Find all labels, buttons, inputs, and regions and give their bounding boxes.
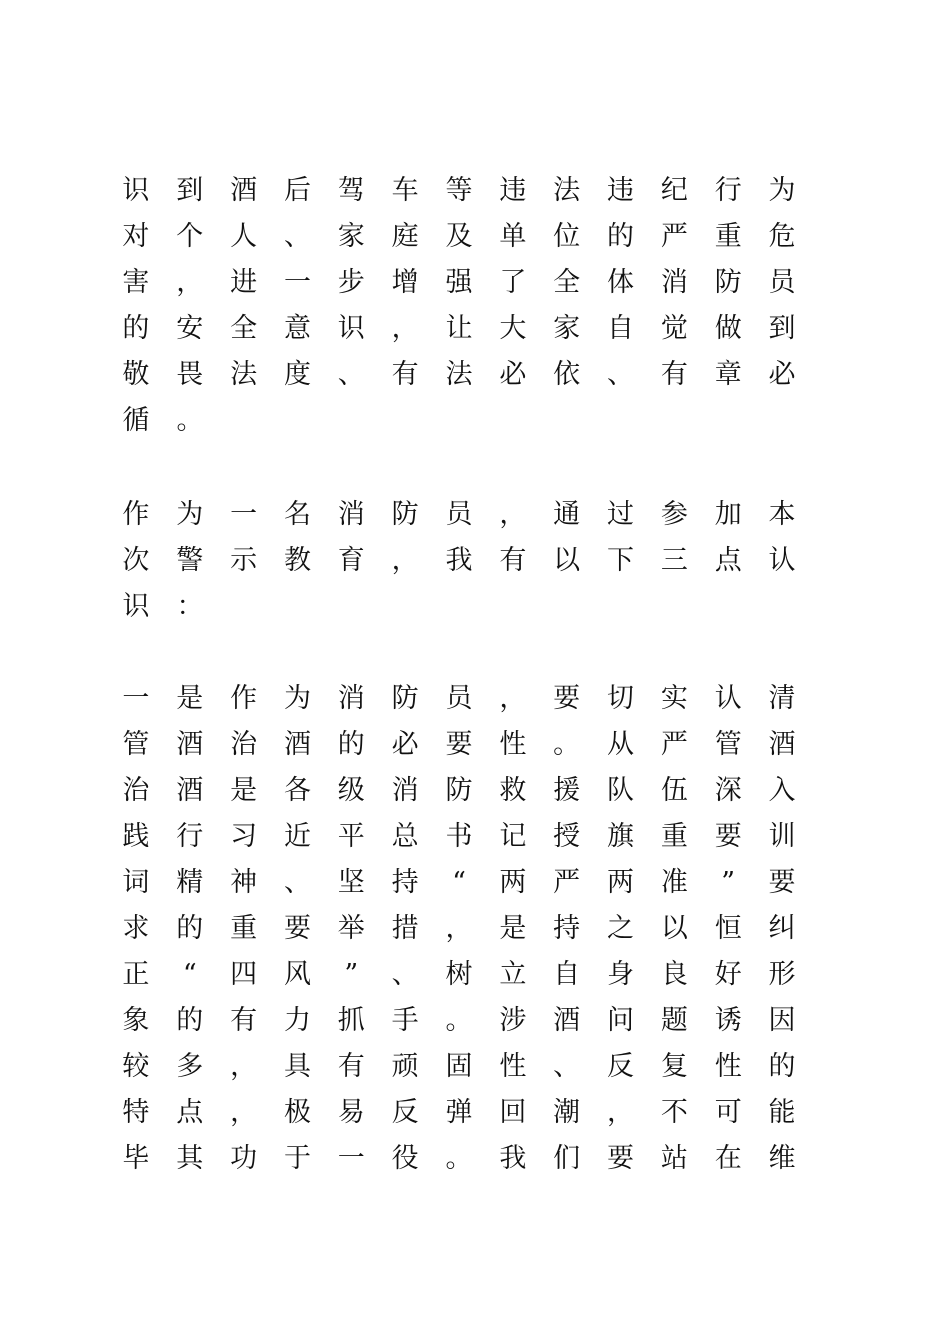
text-char: ， — [230, 1051, 258, 1082]
text-char: 易 — [337, 1097, 365, 1128]
text-char: 各 — [283, 775, 311, 806]
text-char: 举 — [337, 913, 365, 944]
text-char: ： — [176, 591, 204, 622]
text-char: 了 — [499, 267, 527, 298]
text-char: 的 — [176, 913, 204, 944]
text-char: 畏 — [176, 359, 204, 390]
text-char: ， — [445, 913, 473, 944]
text-line — [109, 168, 809, 214]
text-char: 在 — [714, 1143, 742, 1174]
text-char: 通 — [553, 499, 581, 530]
text-char: 害 — [122, 267, 150, 298]
text-char: 自 — [607, 313, 635, 344]
text-char: 防 — [445, 775, 473, 806]
text-char: 酒 — [553, 1005, 581, 1036]
text-line — [109, 860, 809, 906]
text-char: 三 — [660, 545, 688, 576]
text-char: 等 — [445, 175, 473, 206]
text-char: 。 — [445, 1005, 473, 1036]
text-char: 我 — [445, 545, 473, 576]
text-char: 做 — [714, 313, 742, 344]
text-line — [109, 722, 809, 768]
text-char: 是 — [230, 775, 258, 806]
text-char: 准 — [660, 867, 688, 898]
text-char: 、 — [607, 359, 635, 390]
text-char: 严 — [660, 221, 688, 252]
text-char: 性 — [499, 729, 527, 760]
text-char: 伍 — [660, 775, 688, 806]
text-char: ， — [499, 683, 527, 714]
text-char: 的 — [607, 221, 635, 252]
text-char: 性 — [714, 1051, 742, 1082]
text-char: 弹 — [445, 1097, 473, 1128]
text-char: 持 — [391, 867, 419, 898]
text-char: 要 — [445, 729, 473, 760]
text-char: 多 — [176, 1051, 204, 1082]
text-char: 参 — [660, 499, 688, 530]
text-char: 体 — [607, 267, 635, 298]
text-char: 增 — [391, 267, 419, 298]
text-line — [109, 1044, 809, 1090]
text-char: 授 — [553, 821, 581, 852]
text-char: 员 — [445, 683, 473, 714]
paragraph-drunk-driving-harm — [109, 168, 809, 444]
text-char: 一 — [122, 683, 150, 714]
text-char: 神 — [230, 867, 258, 898]
paragraph-three-insights-intro — [109, 492, 809, 630]
text-line — [109, 306, 809, 352]
text-char: 必 — [768, 359, 796, 390]
text-char: 严 — [660, 729, 688, 760]
text-char: 要 — [553, 683, 581, 714]
text-char: 意 — [283, 313, 311, 344]
text-char: 本 — [768, 499, 796, 530]
text-char: 们 — [553, 1143, 581, 1174]
text-char: 于 — [283, 1143, 311, 1174]
text-char: 恒 — [714, 913, 742, 944]
text-char: 以 — [553, 545, 581, 576]
text-char: 习 — [230, 821, 258, 852]
text-char: 实 — [660, 683, 688, 714]
text-line — [109, 584, 809, 630]
text-char: 有 — [660, 359, 688, 390]
text-line — [109, 398, 809, 444]
text-char: 措 — [391, 913, 419, 944]
text-char: 正 — [122, 959, 150, 990]
text-char: ， — [176, 267, 204, 298]
text-char: 我 — [499, 1143, 527, 1174]
text-char: 大 — [499, 313, 527, 344]
text-char: 及 — [445, 221, 473, 252]
text-char: ， — [391, 545, 419, 576]
text-char: 其 — [176, 1143, 204, 1174]
text-char: 风 — [283, 959, 311, 990]
text-char: 点 — [714, 545, 742, 576]
text-char: 防 — [391, 683, 419, 714]
text-char: 对 — [122, 221, 150, 252]
text-char: 手 — [391, 1005, 419, 1036]
text-char: ， — [499, 499, 527, 530]
text-char: 诱 — [714, 1005, 742, 1036]
text-char: 严 — [553, 867, 581, 898]
text-char: 两 — [607, 867, 635, 898]
text-line — [109, 906, 809, 952]
text-char: 治 — [122, 775, 150, 806]
text-char: 治 — [230, 729, 258, 760]
text-char: 、 — [553, 1051, 581, 1082]
text-char: “ — [182, 959, 197, 990]
text-char: 。 — [176, 405, 204, 436]
text-char: 功 — [230, 1143, 258, 1174]
text-char: 的 — [337, 729, 365, 760]
text-char: 到 — [768, 313, 796, 344]
text-char: 违 — [499, 175, 527, 206]
text-char: 纪 — [660, 175, 688, 206]
text-char: 次 — [122, 545, 150, 576]
text-line — [109, 492, 809, 538]
text-char: 、 — [391, 959, 419, 990]
text-char: 管 — [714, 729, 742, 760]
text-char: 酒 — [176, 729, 204, 760]
text-char: 管 — [122, 729, 150, 760]
text-char: 法 — [553, 175, 581, 206]
text-char: 消 — [660, 267, 688, 298]
text-char: 车 — [391, 175, 419, 206]
text-char: 性 — [499, 1051, 527, 1082]
text-char: 身 — [607, 959, 635, 990]
text-char: 识 — [337, 313, 365, 344]
text-char: 后 — [283, 175, 311, 206]
text-line — [109, 676, 809, 722]
text-char: 平 — [337, 821, 365, 852]
text-char: 站 — [660, 1143, 688, 1174]
text-char: 较 — [122, 1051, 150, 1082]
text-char: ” — [344, 959, 359, 990]
text-char: 示 — [230, 545, 258, 576]
text-char: 总 — [391, 821, 419, 852]
text-char: 。 — [553, 729, 581, 760]
text-char: 、 — [337, 359, 365, 390]
text-char: 行 — [714, 175, 742, 206]
text-char: 从 — [607, 729, 635, 760]
text-char: 消 — [391, 775, 419, 806]
text-char: 顽 — [391, 1051, 419, 1082]
text-char: 依 — [553, 359, 581, 390]
text-char: 员 — [445, 499, 473, 530]
text-line — [109, 538, 809, 584]
text-char: 全 — [553, 267, 581, 298]
text-char: 援 — [553, 775, 581, 806]
text-char: 家 — [337, 221, 365, 252]
text-char: 有 — [499, 545, 527, 576]
text-char: 入 — [768, 775, 796, 806]
text-char: 酒 — [176, 775, 204, 806]
text-char: 抓 — [337, 1005, 365, 1036]
text-char: 为 — [768, 175, 796, 206]
text-char: 维 — [768, 1143, 796, 1174]
text-char: 安 — [176, 313, 204, 344]
text-char: 近 — [283, 821, 311, 852]
text-char: 重 — [230, 913, 258, 944]
text-char: 有 — [391, 359, 419, 390]
text-char: 行 — [176, 821, 204, 852]
text-char: 的 — [176, 1005, 204, 1036]
text-char: 回 — [499, 1097, 527, 1128]
text-char: 自 — [553, 959, 581, 990]
text-char: 让 — [445, 313, 473, 344]
text-char: 清 — [768, 683, 796, 714]
text-char: 觉 — [660, 313, 688, 344]
text-char: 下 — [607, 545, 635, 576]
text-char: 书 — [445, 821, 473, 852]
text-char: 识 — [122, 175, 150, 206]
text-char: 深 — [714, 775, 742, 806]
text-char: 强 — [445, 267, 473, 298]
text-char: 四 — [230, 959, 258, 990]
text-char: 作 — [122, 499, 150, 530]
text-char: 两 — [499, 867, 527, 898]
text-line — [109, 952, 809, 998]
text-char: 求 — [122, 913, 150, 944]
text-char: 驾 — [337, 175, 365, 206]
text-char: ， — [230, 1097, 258, 1128]
text-char: 、 — [283, 221, 311, 252]
text-char: 词 — [122, 867, 150, 898]
text-char: 以 — [660, 913, 688, 944]
text-char: 因 — [768, 1005, 796, 1036]
text-char: 可 — [714, 1097, 742, 1128]
text-char: 敬 — [122, 359, 150, 390]
text-char: 酒 — [768, 729, 796, 760]
text-char: 庭 — [391, 221, 419, 252]
text-char: 人 — [230, 221, 258, 252]
text-char: 潮 — [553, 1097, 581, 1128]
text-char: 反 — [607, 1051, 635, 1082]
text-char: 题 — [660, 1005, 688, 1036]
text-char: 固 — [445, 1051, 473, 1082]
text-char: 立 — [499, 959, 527, 990]
text-char: 步 — [337, 267, 365, 298]
text-char: 消 — [337, 683, 365, 714]
text-char: 特 — [122, 1097, 150, 1128]
text-char: 法 — [445, 359, 473, 390]
text-char: 全 — [230, 313, 258, 344]
text-char: 是 — [499, 913, 527, 944]
text-char: ， — [607, 1097, 635, 1128]
text-char: “ — [452, 867, 466, 898]
text-char: 持 — [553, 913, 581, 944]
text-char: 重 — [660, 821, 688, 852]
text-char: 认 — [714, 683, 742, 714]
text-char: 坚 — [337, 867, 365, 898]
text-char: ， — [391, 313, 419, 344]
text-char: 教 — [283, 545, 311, 576]
text-char: 章 — [714, 359, 742, 390]
text-char: 训 — [768, 821, 796, 852]
text-char: 点 — [176, 1097, 204, 1128]
text-char: 之 — [607, 913, 635, 944]
text-line — [109, 998, 809, 1044]
text-char: 重 — [714, 221, 742, 252]
text-char: 防 — [391, 499, 419, 530]
text-char: 必 — [391, 729, 419, 760]
text-line — [109, 260, 809, 306]
text-char: 良 — [660, 959, 688, 990]
text-char: 切 — [607, 683, 635, 714]
text-char: 记 — [499, 821, 527, 852]
text-line — [109, 768, 809, 814]
text-char: 违 — [607, 175, 635, 206]
text-char: 旗 — [607, 821, 635, 852]
text-char: 为 — [176, 499, 204, 530]
text-char: 酒 — [230, 175, 258, 206]
text-char: 名 — [283, 499, 311, 530]
text-char: 要 — [714, 821, 742, 852]
text-char: 要 — [283, 913, 311, 944]
text-char: 员 — [768, 267, 796, 298]
text-char: 役 — [391, 1143, 419, 1174]
text-char: 一 — [283, 267, 311, 298]
text-line — [109, 814, 809, 860]
text-line — [109, 1136, 809, 1182]
text-char: 纠 — [768, 913, 796, 944]
text-char: 不 — [660, 1097, 688, 1128]
text-char: 力 — [283, 1005, 311, 1036]
text-char: 单 — [499, 221, 527, 252]
text-char: 是 — [176, 683, 204, 714]
text-char: 反 — [391, 1097, 419, 1128]
text-char: 、 — [283, 867, 311, 898]
text-char: 一 — [230, 499, 258, 530]
text-char: 问 — [607, 1005, 635, 1036]
text-char: 的 — [122, 313, 150, 344]
text-char: 过 — [607, 499, 635, 530]
text-char: 形 — [768, 959, 796, 990]
text-char: 位 — [553, 221, 581, 252]
text-char: 复 — [660, 1051, 688, 1082]
text-char: 好 — [714, 959, 742, 990]
text-char: 消 — [337, 499, 365, 530]
text-char: 家 — [553, 313, 581, 344]
text-char: 救 — [499, 775, 527, 806]
text-char: 进 — [230, 267, 258, 298]
text-char: 具 — [283, 1051, 311, 1082]
text-char: 作 — [230, 683, 258, 714]
text-char: 级 — [337, 775, 365, 806]
text-char: 一 — [337, 1143, 365, 1174]
text-line — [109, 1090, 809, 1136]
text-char: 队 — [607, 775, 635, 806]
text-char: 循 — [122, 405, 150, 436]
text-char: 象 — [122, 1005, 150, 1036]
text-char: 毕 — [122, 1143, 150, 1174]
text-char: 育 — [337, 545, 365, 576]
text-char: 。 — [445, 1143, 473, 1174]
text-char: 法 — [230, 359, 258, 390]
text-char: 危 — [768, 221, 796, 252]
text-char: 要 — [607, 1143, 635, 1174]
text-char: 为 — [283, 683, 311, 714]
text-char: 到 — [176, 175, 204, 206]
text-char: 认 — [768, 545, 796, 576]
text-char: 极 — [283, 1097, 311, 1128]
text-char: 酒 — [283, 729, 311, 760]
text-char: 的 — [768, 1051, 796, 1082]
text-line — [109, 352, 809, 398]
text-char: 践 — [122, 821, 150, 852]
text-char: 必 — [499, 359, 527, 390]
text-char: 要 — [768, 867, 796, 898]
text-char: 度 — [283, 359, 311, 390]
text-char: 加 — [714, 499, 742, 530]
text-char: 有 — [230, 1005, 258, 1036]
text-char: 能 — [768, 1097, 796, 1128]
text-char: 有 — [337, 1051, 365, 1082]
paragraph-first-insight — [109, 676, 809, 1182]
text-char: 精 — [176, 867, 204, 898]
text-char: 树 — [445, 959, 473, 990]
text-char: 个 — [176, 221, 204, 252]
text-char: 警 — [176, 545, 204, 576]
text-line — [109, 214, 809, 260]
text-char: 涉 — [499, 1005, 527, 1036]
text-char: 识 — [122, 591, 150, 622]
text-char: 防 — [714, 267, 742, 298]
text-char: ” — [721, 867, 736, 898]
